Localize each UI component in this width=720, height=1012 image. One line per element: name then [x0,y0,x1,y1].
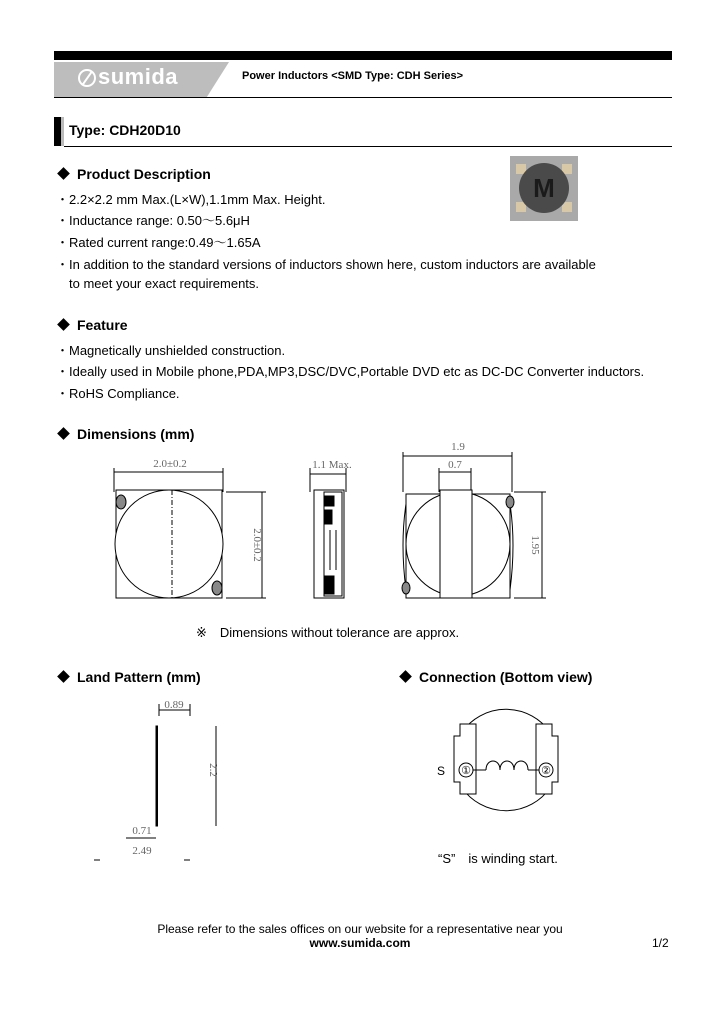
header-top-bar [54,51,672,60]
type-bar [54,117,61,146]
connection-diagram [430,706,580,816]
feature-heading: Feature [56,317,128,333]
brand-logo-text: sumida [98,64,179,89]
header-rule [54,97,672,98]
top-width-label: 2.0±0.2 [153,458,187,470]
footer-notice: Please refer to the sales offices on our website for a representative near you [157,922,563,936]
land-height-label: 2.2 [207,763,219,777]
type-bar-shade [61,117,64,146]
top-height-label: 2.0±0.2 [251,528,263,562]
feature-line: ・RoHS Compliance. [56,386,180,401]
description-line: ・Inductance range: 0.50～5.6μH [56,213,250,228]
description-line: ・Rated current range:0.49～1.65A [56,235,261,250]
feature-line: ・Magnetically unshielded construction. [56,343,286,358]
dimensions-drawing [100,440,560,620]
product-photo [510,156,578,221]
photo-marking: M [533,173,555,203]
product-description-heading: Product Description [56,166,211,182]
top-view [114,468,266,598]
feature-line: ・Ideally used in Mobile phone,PDA,MP3,DSC/DVC,Portable DVD etc as DC-DC Converter inductors. [56,364,645,379]
dimensions-heading: Dimensions (mm) [56,426,194,442]
land-total-label: 2.49 [132,845,152,857]
end-width-label: 1.9 [451,441,465,453]
end-inner-label: 0.7 [448,459,462,471]
land-pattern-heading: Land Pattern (mm) [56,669,201,685]
connection-heading: Connection (Bottom view) [398,669,592,685]
connection-note: “S” is winding start. [438,851,558,866]
diamond-bullet-icon [57,318,70,331]
land-pattern-drawing [80,690,240,870]
diamond-bullet-icon [57,167,70,180]
dimensions-note: ※ Dimensions without tolerance are approx. [196,625,460,640]
diamond-bullet-icon [57,670,70,683]
footer-url-link[interactable]: www.sumida.com [309,936,411,950]
page-number: 1/2 [652,936,669,950]
type-label: Type: CDH20D10 [69,122,181,138]
description-line: to meet your exact requirements. [69,276,260,291]
description-line: ・In addition to the standard versions of inductors shown here, custom inductors are available [56,257,596,272]
end-height-label: 1.95 [529,535,541,555]
land-gap-label: 0.71 [132,825,152,837]
type-rule [64,146,672,147]
header-title: Power Inductors <SMD Type: CDH Series> [242,70,464,82]
pin-2-label: ② [541,765,551,777]
sumida-logo-icon [78,69,96,87]
land-pad-width-label: 0.89 [164,699,184,711]
side-height-label: 1.1 Max. [312,459,352,471]
end-view [402,452,546,598]
pin-1-label: ① [461,765,471,777]
diamond-bullet-icon [399,670,412,683]
description-line: ・2.2×2.2 mm Max.(L×W),1.1mm Max. Height. [56,192,326,207]
winding-start-label: S [436,764,446,778]
diamond-bullet-icon [57,427,70,440]
side-view [310,468,346,598]
